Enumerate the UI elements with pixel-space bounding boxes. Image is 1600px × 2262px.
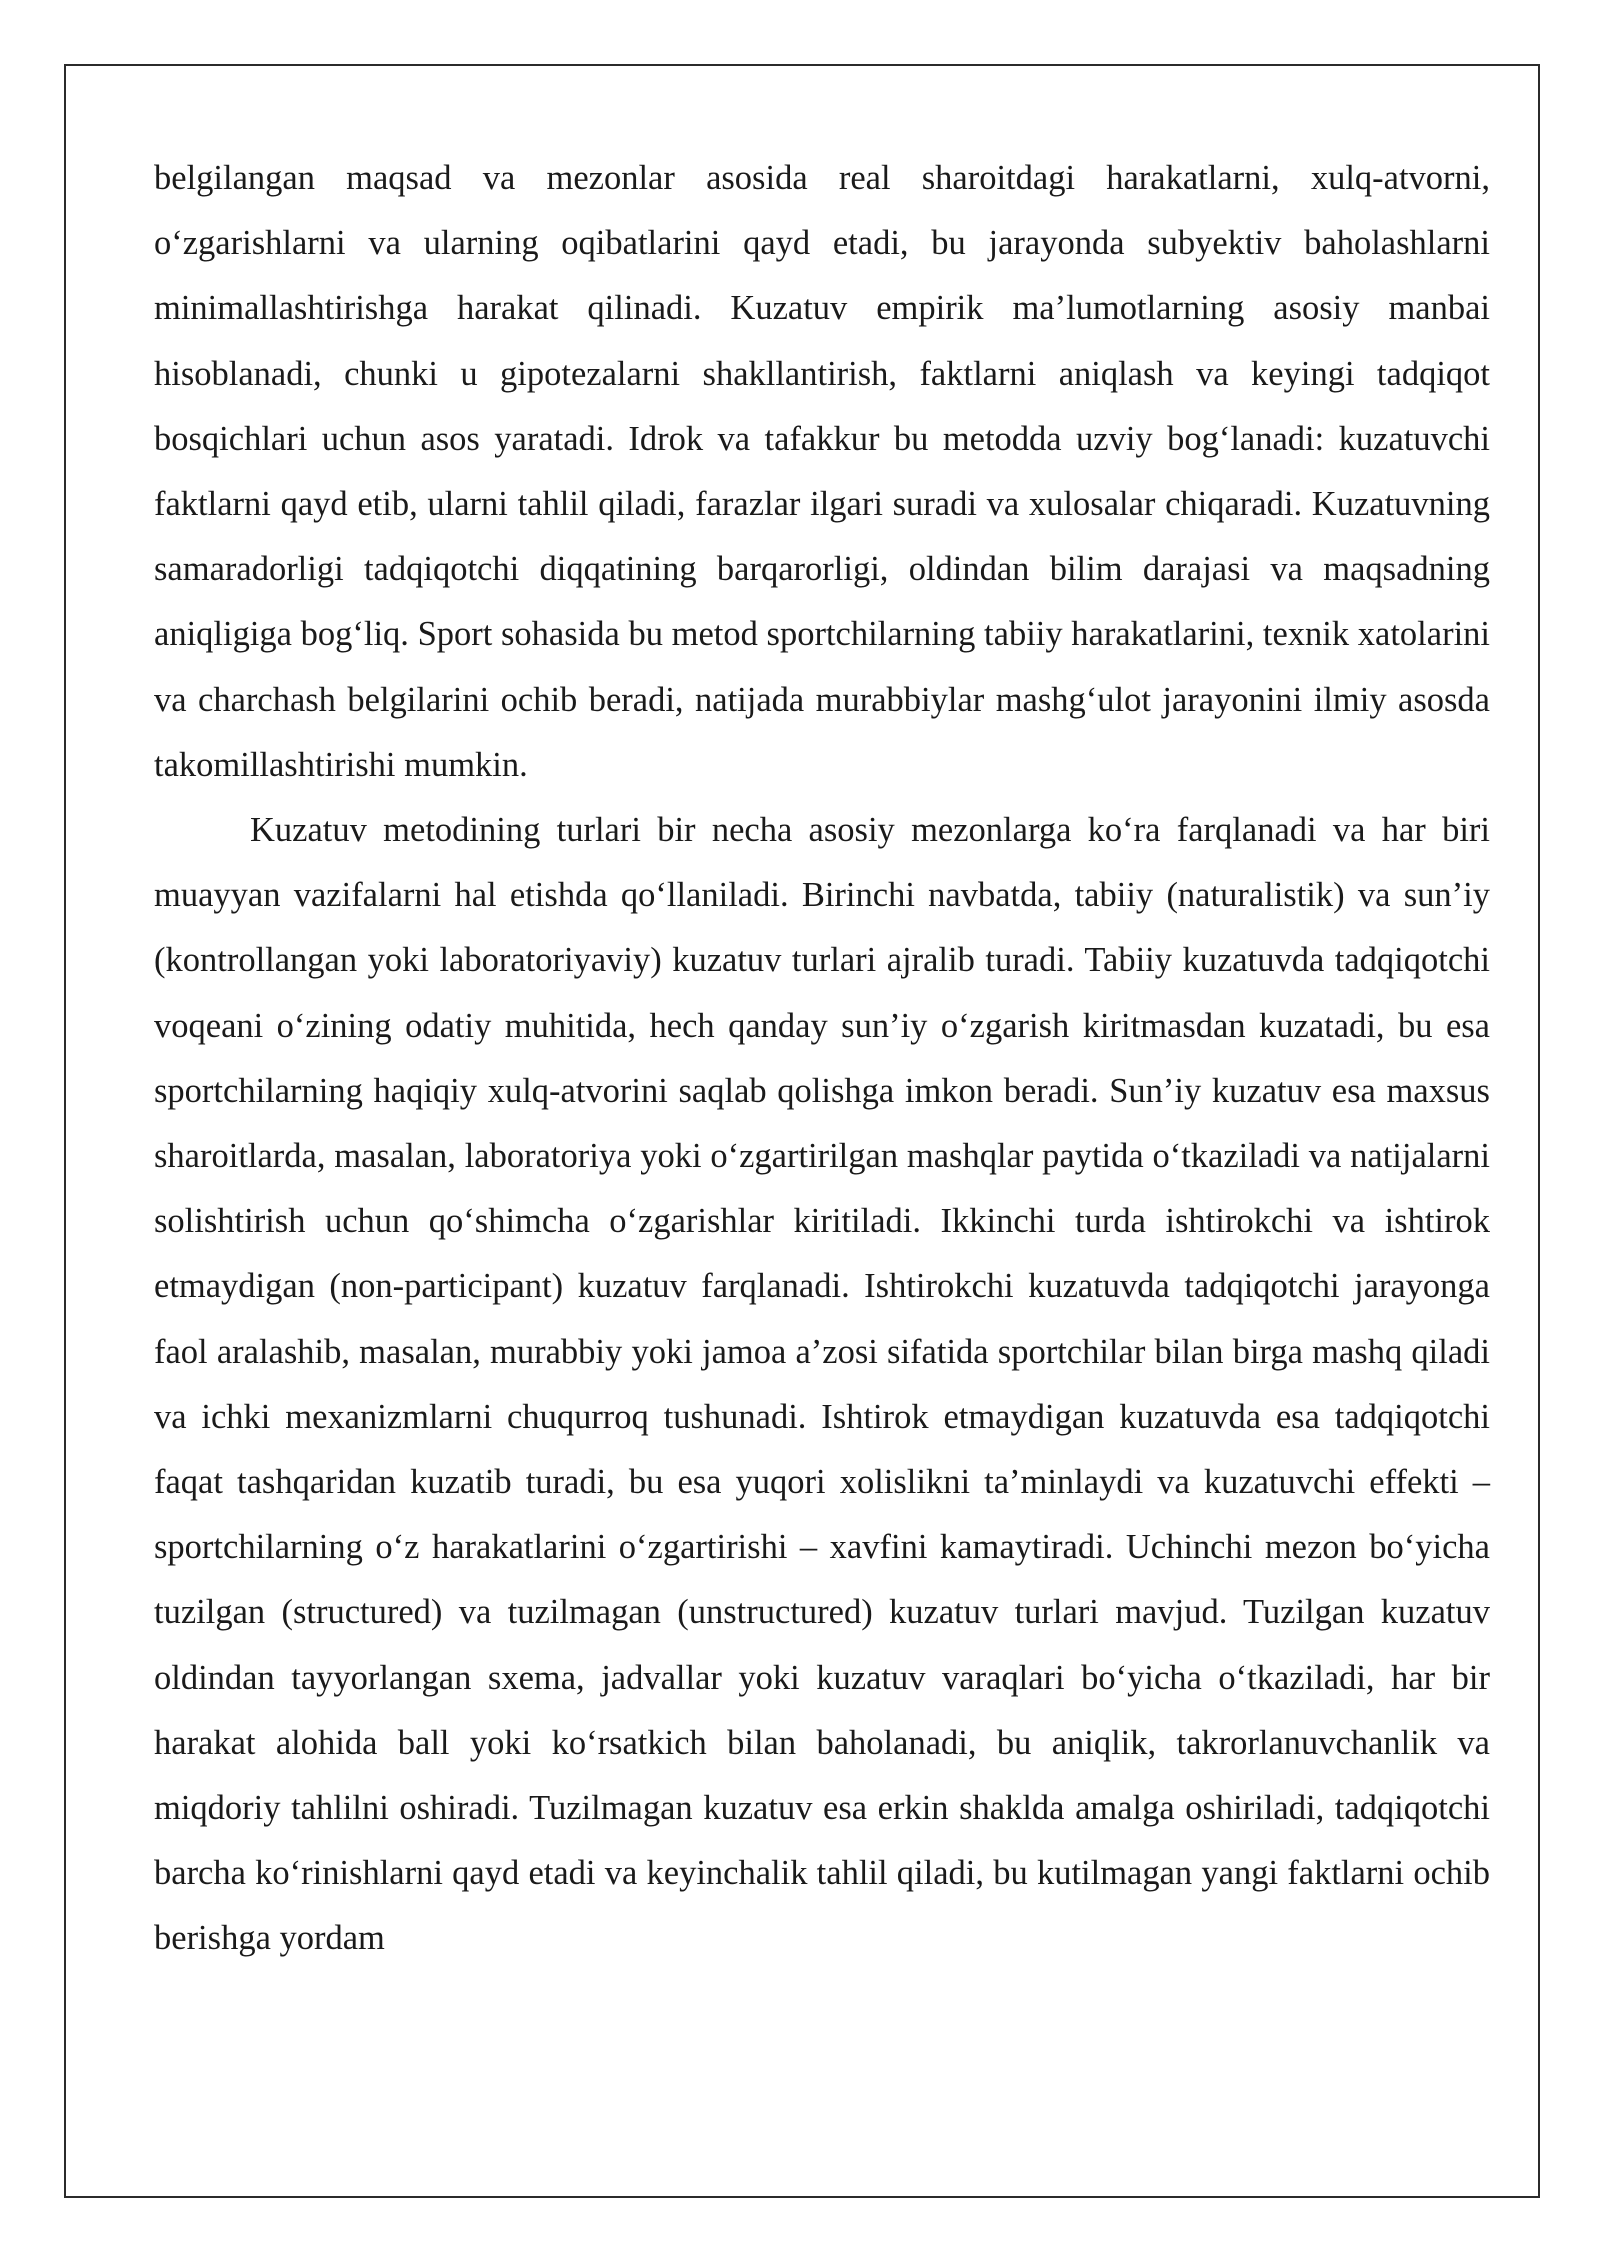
paragraph-1: belgilangan maqsad va mezonlar asosida real sharoitdagi harakatlarni, xulq-atvorni, o‘zgarishlarni va ularning oqibatlarini qayd etadi, bu jarayonda subyektiv baholashlarni minimallashtirishga harakat qilinadi. Kuzatuv empirik ma’lumotlarning asosiy manbai hisoblanadi, chunki u gipotezalarni shakllantirish, faktlarni aniqlash va keyingi tadqiqot bosqichlari uchun asos yaratadi. Idrok va tafakkur bu metodda uzviy bog‘lanadi: kuzatuvchi faktlarni qayd etib, ularni tahlil qiladi, farazlar ilgari suradi va xulosalar chiqaradi. Kuzatuvning samaradorligi tadqiqotchi diqqatining barqarorligi, oldindan bilim darajasi va maqsadning aniqligiga bog‘liq. Sport sohasida bu metod sportchilarning tabiiy harakatlarini, texnik xatolarini va charchash belgilarini ochib beradi, natijada murabbiylar mashg‘ulot jarayonini ilmiy asosda takomillashtirishi mumkin. <box>154 159 1490 784</box>
document-body <box>154 146 1490 1972</box>
paragraph-2: Kuzatuv metodining turlari bir necha asosiy mezonlarga ko‘ra farqlanadi va har biri muayyan vazifalarni hal etishda qo‘llaniladi. Birinchi navbatda, tabiiy (naturalistik) va sun’iy (kontrollangan yoki laboratoriyaviy) kuzatuv turlari ajralib turadi. Tabiiy kuzatuvda tadqiqotchi voqeani o‘zining odatiy muhitida, hech qanday sun’iy o‘zgarish kiritmasdan kuzatadi, bu esa sportchilarning haqiqiy xulq-atvorini saqlab qolishga imkon beradi. Sun’iy kuzatuv esa maxsus sharoitlarda, masalan, laboratoriya yoki o‘zgartirilgan mashqlar paytida o‘tkaziladi va natijalarni solishtirish uchun qo‘shimcha o‘zgarishlar kiritiladi. Ikkinchi turda ishtirokchi va ishtirok etmaydigan (non-participant) kuzatuv farqlanadi. Ishtirokchi kuzatuvda tadqiqotchi jarayonga faol aralashib, masalan, murabbiy yoki jamoa a’zosi sifatida sportchilar bilan birga mashq qiladi va ichki mexanizmlarni chuqurroq tushunadi. Ishtirok etmaydigan kuzatuvda esa tadqiqotchi faqat tashqaridan kuzatib turadi, bu esa yuqori xolislikni ta’minlaydi va kuzatuvchi effekti – sportchilarning o‘z harakatlarini o‘zgartirishi – xavfini kamaytiradi. Uchinchi mezon bo‘yicha tuzilgan (structured) va tuzilmagan (unstructured) kuzatuv turlari mavjud. Tuzilgan kuzatuv oldindan tayyorlangan sxema, jadvallar yoki kuzatuv varaqlari bo‘yicha o‘tkaziladi, har bir harakat alohida ball yoki ko‘rsatkich bilan baholanadi, bu aniqlik, takrorlanuvchanlik va miqdoriy tahlilni oshiradi. Tuzilmagan kuzatuv esa erkin shaklda amalga oshiriladi, tadqiqotchi barcha ko‘rinishlarni qayd etadi va keyinchalik tahlil qiladi, bu kutilmagan yangi faktlarni ochib berishga yordam <box>154 811 1490 1958</box>
